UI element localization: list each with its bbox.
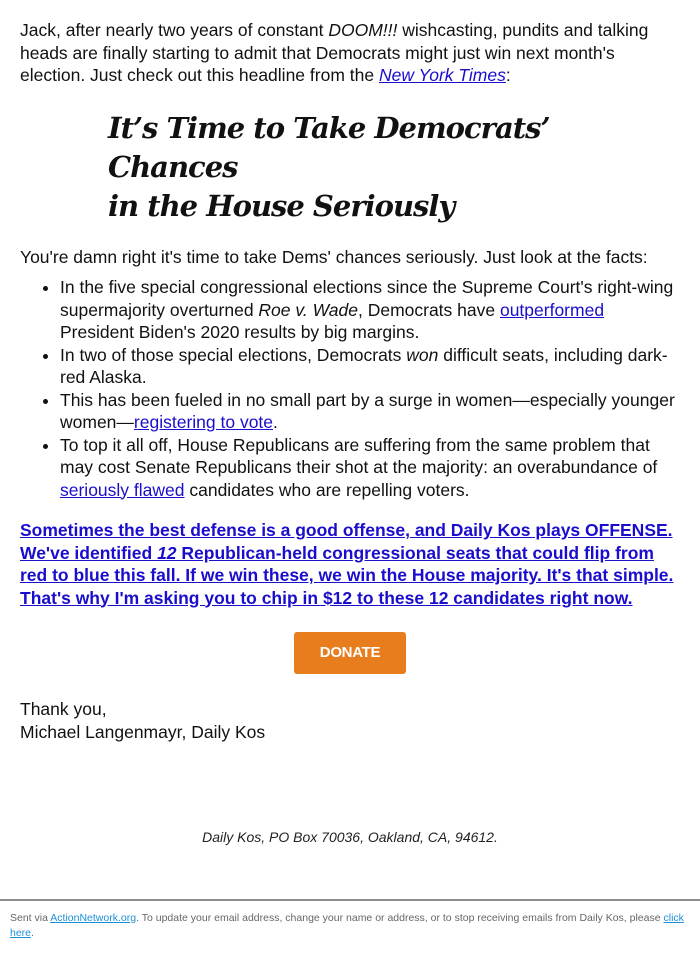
text: Sent via <box>10 912 51 924</box>
donate-button[interactable]: DONATE <box>294 632 406 674</box>
nyt-headline-image <box>108 109 680 226</box>
actionnetwork-link[interactable]: ActionNetwork.org <box>50 912 137 924</box>
seriously-flawed-link[interactable]: seriously flawed <box>60 479 185 500</box>
intro-text: Jack, after nearly two years of constant <box>20 20 329 40</box>
text: Republican-held congressional seats that could flip from red to blue this fall. If we win these, we win the House majority. It's that simple. That's why I'm asking you to chip in $12 to these 12 candidates right now. <box>20 542 674 608</box>
outperformed-link[interactable]: outperformed <box>499 299 605 320</box>
email-body <box>20 19 680 743</box>
facts-intro: You're damn right it's time to take Dems' chances seriously. Just look at the facts: <box>20 246 648 267</box>
text: To top it all off, House Republicans are suffering from the same problem that may cost Senate Republicans their shot at the majority: an overabundance of <box>60 434 658 477</box>
intro-paragraph <box>20 19 680 87</box>
text: difficult seats, including dark-red Alaska. <box>60 344 668 387</box>
signoff <box>20 698 680 743</box>
text: . To update your email address, change your name or address, or to stop receiving emails from Daily Kos, please <box>136 912 664 924</box>
headline-line: It’s Time to Take Democrats’ Chances <box>108 110 550 184</box>
list-item <box>60 434 680 502</box>
nyt-link[interactable]: New York Times <box>378 65 506 85</box>
signoff-name: Michael Langenmayr, Daily Kos <box>20 721 266 742</box>
postal-address: Daily Kos, PO Box 70036, Oakland, CA, 94612. <box>202 829 498 845</box>
text: President Biden's 2020 results by big margins. <box>60 322 420 342</box>
intro-text: wishcasting, pundits and talking heads are finally starting to admit that Democrats might just win next month's election. Just check out this headline from the <box>20 20 649 85</box>
headline-line: in the House Seriously <box>108 188 455 223</box>
doom-emphasis: DOOM!!! <box>328 20 398 40</box>
unsubscribe-link[interactable]: click here <box>10 912 684 939</box>
signoff-thanks: Thank you, <box>20 699 107 719</box>
registering-link[interactable]: registering to vote <box>133 412 274 432</box>
intro-text: : <box>505 65 511 85</box>
text: . <box>31 927 34 939</box>
text: , Democrats have <box>357 299 500 320</box>
donate-row <box>20 632 680 674</box>
text: Sometimes the best defense is a good offense, and Daily Kos plays OFFENSE. We've identified <box>20 520 673 563</box>
text: candidates who are repelling voters. <box>184 479 470 500</box>
text: 12 <box>157 542 177 563</box>
text: In two of those special elections, Democrats <box>60 344 407 365</box>
cta-link[interactable] <box>20 520 673 608</box>
text: This has been fueled in no small part by a surge in women—especially younger women— <box>60 389 675 432</box>
text: Roe v. Wade <box>258 299 358 320</box>
cta-paragraph <box>20 519 680 609</box>
text: In the five special congressional elections since the Supreme Court's right-wing supermajority overturned <box>60 277 674 320</box>
facts-list <box>20 276 680 501</box>
text: . <box>273 412 278 432</box>
footer <box>0 899 700 941</box>
list-item <box>60 344 680 389</box>
list-item <box>60 276 680 344</box>
list-item <box>60 389 680 434</box>
text: won <box>406 344 439 365</box>
